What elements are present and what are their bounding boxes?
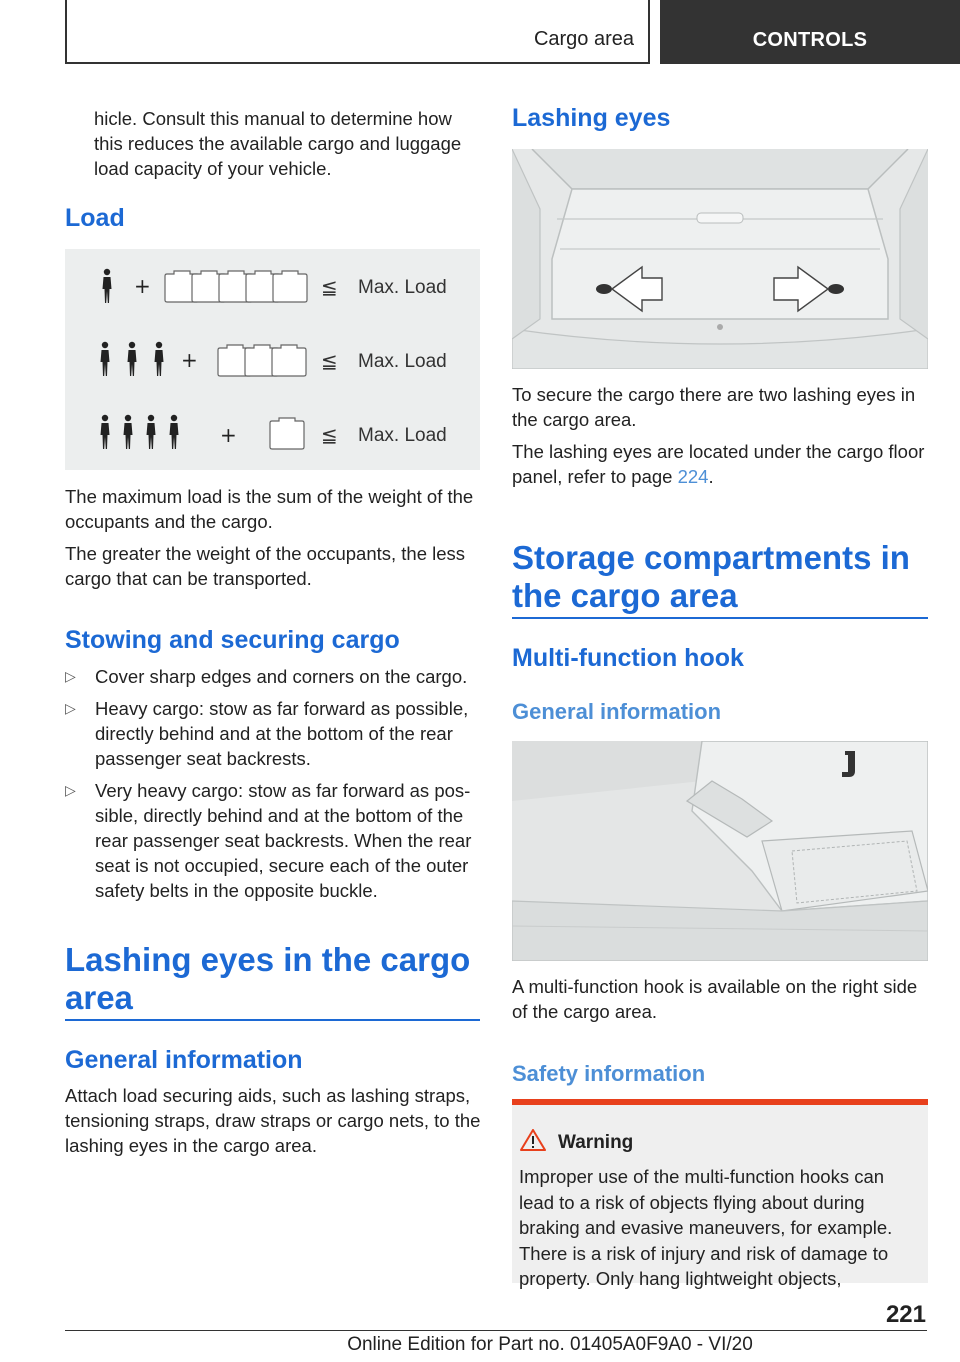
lashing-eyes-illustration bbox=[512, 149, 928, 369]
lashing-text: The lashing eyes are located under the cargo floor panel, refer to page bbox=[512, 441, 925, 487]
max-load-label: Max. Load bbox=[358, 277, 447, 298]
load-diagram-graphic bbox=[65, 249, 480, 470]
person-icon bbox=[170, 415, 179, 449]
lashing-paragraph-1: To secure the cargo there are two lashing eyes in the cargo area. bbox=[512, 384, 916, 430]
hook-heading: Multi-function hook bbox=[512, 644, 744, 672]
footer-rule bbox=[65, 1330, 927, 1331]
lashing-cargo-heading bbox=[65, 941, 485, 1017]
person-icon bbox=[128, 342, 137, 376]
warning-triangle-icon bbox=[520, 1129, 546, 1151]
cargo-side-illustration bbox=[512, 741, 928, 961]
header-chapter-title: CONTROLS bbox=[752, 29, 868, 51]
load-row-3 bbox=[101, 415, 447, 449]
lashing-text-end: . bbox=[708, 466, 714, 487]
lashing-eyes-heading: Lashing eyes bbox=[512, 104, 671, 132]
warning-label: Warning bbox=[558, 1132, 634, 1153]
section-rule bbox=[512, 617, 928, 619]
leq-sign: ≦ bbox=[321, 423, 338, 447]
max-load-label: Max. Load bbox=[358, 351, 447, 372]
luggage-icon bbox=[272, 345, 306, 376]
heading-line: Lashing eyes in the cargo bbox=[65, 941, 471, 978]
hook-illustration bbox=[512, 741, 928, 961]
luggage-icon bbox=[273, 271, 307, 302]
person-icon bbox=[147, 415, 156, 449]
bullet-line: rear passenger seat backrests. When the rear bbox=[95, 830, 472, 851]
load-paragraph-1: The maximum load is the sum of the weight of the occupants and the cargo. bbox=[65, 486, 474, 532]
header-section-title: Cargo area bbox=[533, 28, 634, 50]
person-icon bbox=[155, 342, 164, 376]
bullet-line: directly behind and at the bottom of the rear bbox=[95, 723, 453, 744]
person-icon bbox=[101, 342, 110, 376]
page-reference-link[interactable]: 224 bbox=[677, 466, 709, 487]
plus-sign: + bbox=[134, 274, 151, 298]
warning-text: Improper use of the multi-function hooks can lead to a risk of objects flying about during braking and evasive maneuvers, for example. There is a risk of injury and risk of damage to property. Only hang lightweight objects, bbox=[519, 1166, 893, 1289]
intro-paragraph: hicle. Consult this manual to determine how this reduces the available cargo and luggage load capacity of your vehicle. bbox=[94, 108, 462, 179]
safety-info-heading: Safety information bbox=[512, 1061, 706, 1086]
page-number: 221 bbox=[885, 1301, 926, 1328]
bullet-line: seat is not occupied, secure each of the outer bbox=[95, 855, 469, 876]
leq-sign: ≦ bbox=[321, 349, 338, 373]
person-icon bbox=[103, 269, 112, 303]
hook-general-info-heading: General information bbox=[512, 699, 722, 724]
load-row-1 bbox=[103, 269, 447, 303]
storage-heading bbox=[512, 539, 932, 615]
plus-sign: + bbox=[181, 348, 198, 372]
bullet-line: Cover sharp edges and corners on the cargo. bbox=[95, 666, 468, 687]
header-chapter-box bbox=[660, 0, 960, 64]
bullet-triangle-icon: ▷ bbox=[65, 700, 76, 716]
load-diagram bbox=[65, 249, 480, 470]
heading-line: Storage compartments in bbox=[512, 539, 910, 576]
person-icon bbox=[101, 415, 110, 449]
lashing-eye-right-icon bbox=[828, 284, 844, 294]
hook-paragraph: A multi-function hook is available on the right side of the cargo area. bbox=[512, 976, 918, 1022]
bullet-line: Very heavy cargo: stow as far forward as pos‐ bbox=[95, 780, 471, 801]
stowing-heading: Stowing and securing cargo bbox=[65, 626, 400, 654]
warning-box bbox=[512, 1099, 928, 1289]
load-heading: Load bbox=[65, 204, 125, 232]
bullet-line: Heavy cargo: stow as far forward as possible, bbox=[95, 698, 469, 719]
edition-text: Online Edition for Part no. 01405A0F9A0 - VI/20 bbox=[347, 1334, 753, 1355]
leq-sign: ≦ bbox=[321, 275, 338, 299]
lashing-paragraph-2 bbox=[512, 439, 928, 489]
lashing-eye-left-icon bbox=[596, 284, 612, 294]
heading-line: the cargo area bbox=[512, 577, 738, 614]
max-load-label: Max. Load bbox=[358, 425, 447, 446]
plus-sign: + bbox=[220, 423, 237, 447]
cargo-floor-illustration bbox=[512, 149, 928, 369]
bullet-triangle-icon: ▷ bbox=[65, 782, 76, 798]
load-row-2 bbox=[101, 342, 447, 376]
person-icon bbox=[124, 415, 133, 449]
bullet-triangle-icon: ▷ bbox=[65, 668, 76, 684]
header-section-box bbox=[65, 0, 650, 64]
load-paragraph-2: The greater the weight of the occupants, the less cargo that can be transported. bbox=[65, 543, 466, 589]
bullet-line: passenger seat backrests. bbox=[95, 748, 311, 769]
heading-line: area bbox=[65, 979, 133, 1016]
general-info-heading: General information bbox=[65, 1046, 303, 1074]
section-rule bbox=[65, 1019, 480, 1021]
general-info-paragraph: Attach load securing aids, such as lashing straps, tensioning straps, draw straps or cargo nets, to the lashing eyes in the cargo area. bbox=[65, 1085, 481, 1156]
bullet-line: sible, directly behind and at the bottom of the bbox=[95, 805, 464, 826]
luggage-icon bbox=[270, 418, 304, 449]
bullet-line: safety belts in the opposite buckle. bbox=[95, 880, 378, 901]
